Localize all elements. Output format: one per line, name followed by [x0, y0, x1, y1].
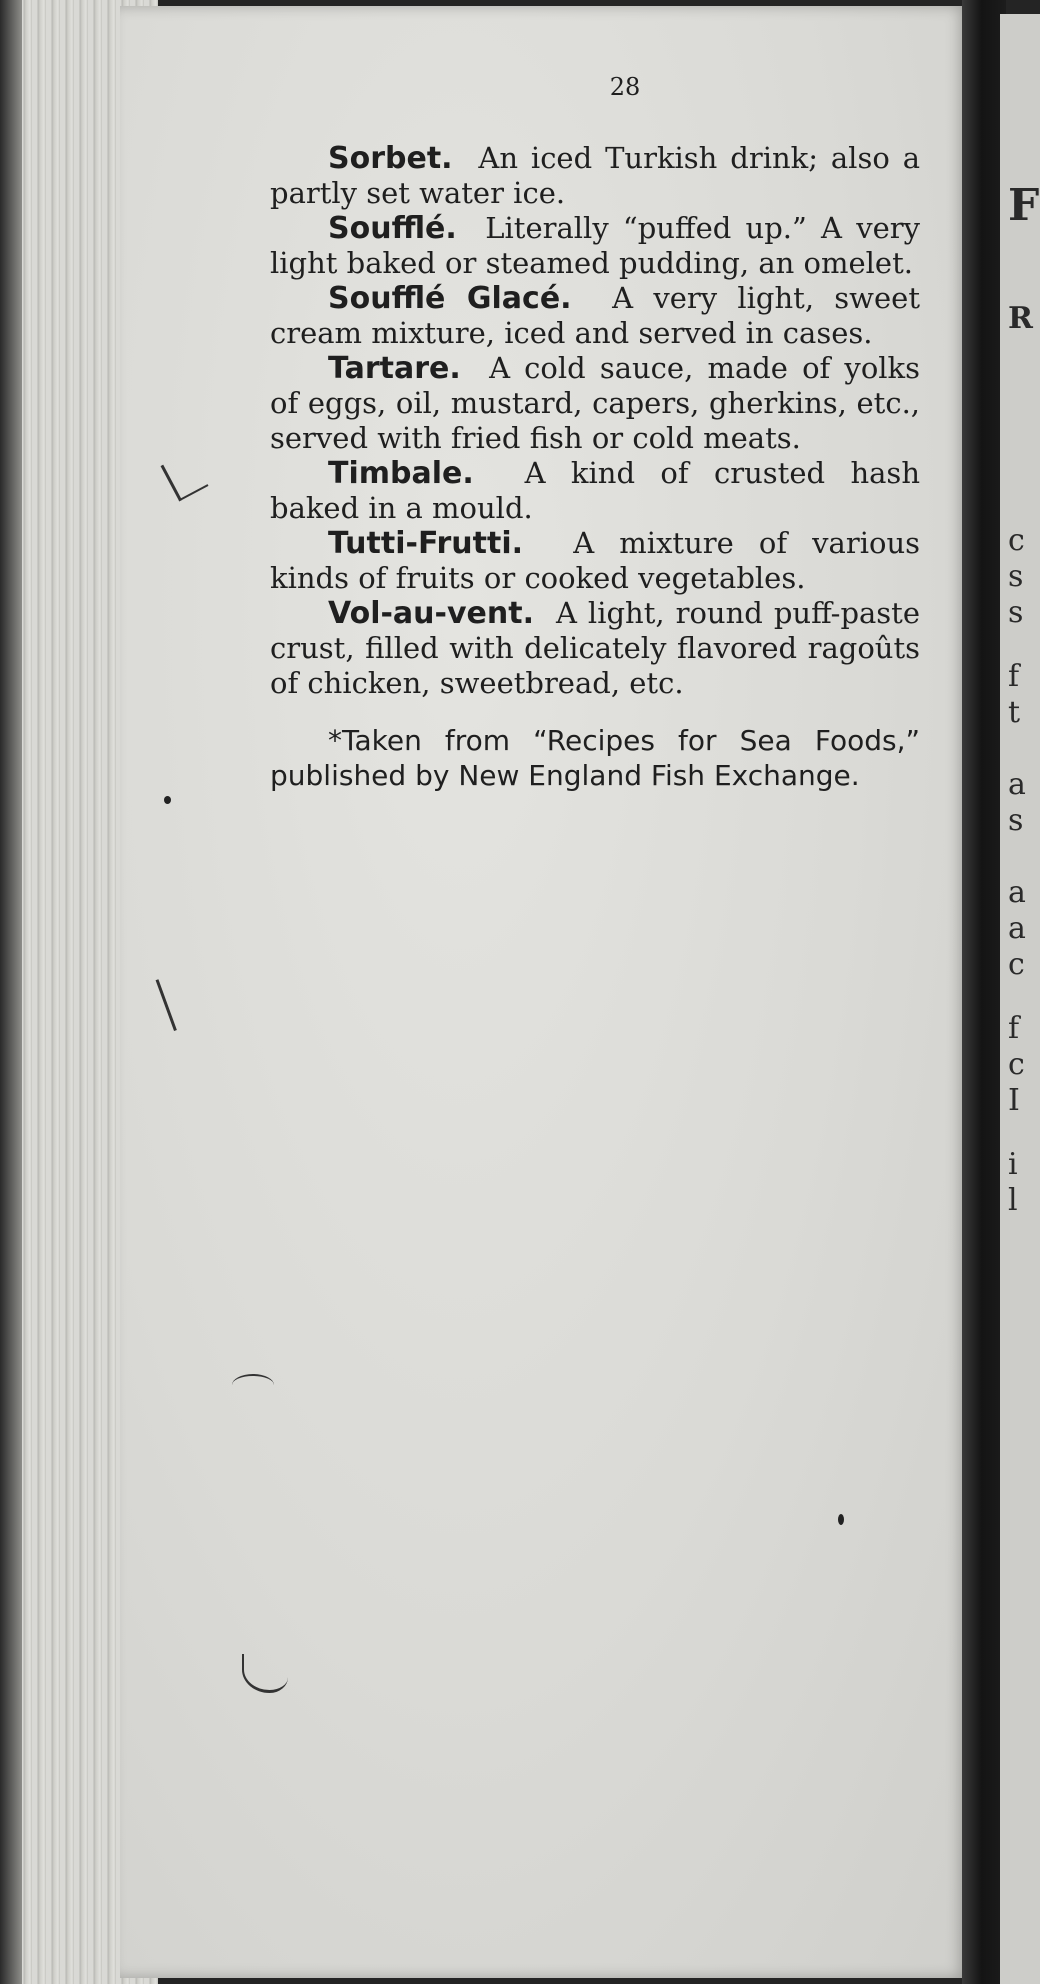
glossary-entry — [270, 526, 920, 596]
entry-term: Tutti-Frutti. — [328, 526, 524, 561]
entry-term: Vol-au-vent. — [328, 596, 534, 631]
speck — [164, 796, 171, 804]
speck — [838, 1514, 844, 1525]
left-edge-shadow — [0, 0, 22, 1984]
glossary-entry — [270, 211, 920, 281]
facing-letter: s — [1008, 595, 1024, 630]
entry-definition: A kind of crusted hash baked in a mould. — [270, 456, 920, 525]
facing-letter: i — [1008, 1147, 1018, 1182]
entry-definition: A light, round puff-paste crust, filled with delicately flavored ragoûts of chicken, sweetbread, etc. — [270, 596, 920, 700]
facing-letter: a — [1008, 911, 1026, 946]
entry-term: Sorbet. — [328, 141, 453, 176]
facing-letter: f — [1008, 1011, 1020, 1046]
glossary-entry — [270, 456, 920, 526]
page-number: 28 — [609, 73, 641, 101]
facing-letter: c — [1008, 947, 1025, 982]
entry-term: Tartare. — [328, 351, 461, 386]
facing-letter: I — [1008, 1083, 1020, 1118]
facing-letter: a — [1008, 767, 1026, 802]
facing-letter: s — [1008, 803, 1024, 838]
facing-letter: f — [1008, 659, 1020, 694]
glossary-entry — [270, 141, 920, 211]
source-footnote: *Taken from “Recipes for Sea Foods,” published by New England Fish Exchange. — [270, 724, 920, 792]
entry-term: Soufflé Glacé. — [328, 281, 572, 316]
facing-letter: s — [1008, 559, 1024, 594]
entry-definition: An iced Turkish drink; also a partly set water ice. — [270, 141, 920, 210]
entry-term: Timbale. — [328, 456, 474, 491]
facing-letter: l — [1008, 1183, 1018, 1218]
page-content — [270, 70, 920, 821]
facing-letter: t — [1008, 695, 1021, 730]
stray-mark — [161, 451, 209, 502]
entry-definition: Literally “puffed up.” A very light baked or steamed pudding, an omelet. — [270, 211, 920, 280]
facing-letter: R — [1008, 301, 1033, 336]
facing-letter: a — [1008, 875, 1026, 910]
entry-definition: A cold sauce, made of yolks of eggs, oil, mustard, capers, gherkins, etc., served with fried fish or cold meats. — [270, 351, 921, 455]
facing-letter: c — [1008, 523, 1025, 558]
entry-term: Soufflé. — [328, 211, 457, 246]
entry-definition: A mixture of various kinds of fruits or cooked vegetables. — [270, 526, 921, 595]
glossary-entry — [270, 281, 920, 351]
glossary-entry — [270, 351, 920, 456]
stray-mark — [232, 1374, 274, 1396]
glossary-entry — [270, 596, 920, 701]
facing-letter: c — [1008, 1047, 1025, 1082]
facing-letter: F — [1008, 180, 1040, 231]
entry-definition: A very light, sweet cream mixture, iced and served in cases. — [270, 281, 920, 350]
stray-mark — [156, 971, 200, 1031]
facing-page-sliver — [1000, 14, 1040, 1984]
stray-mark — [242, 1654, 288, 1693]
